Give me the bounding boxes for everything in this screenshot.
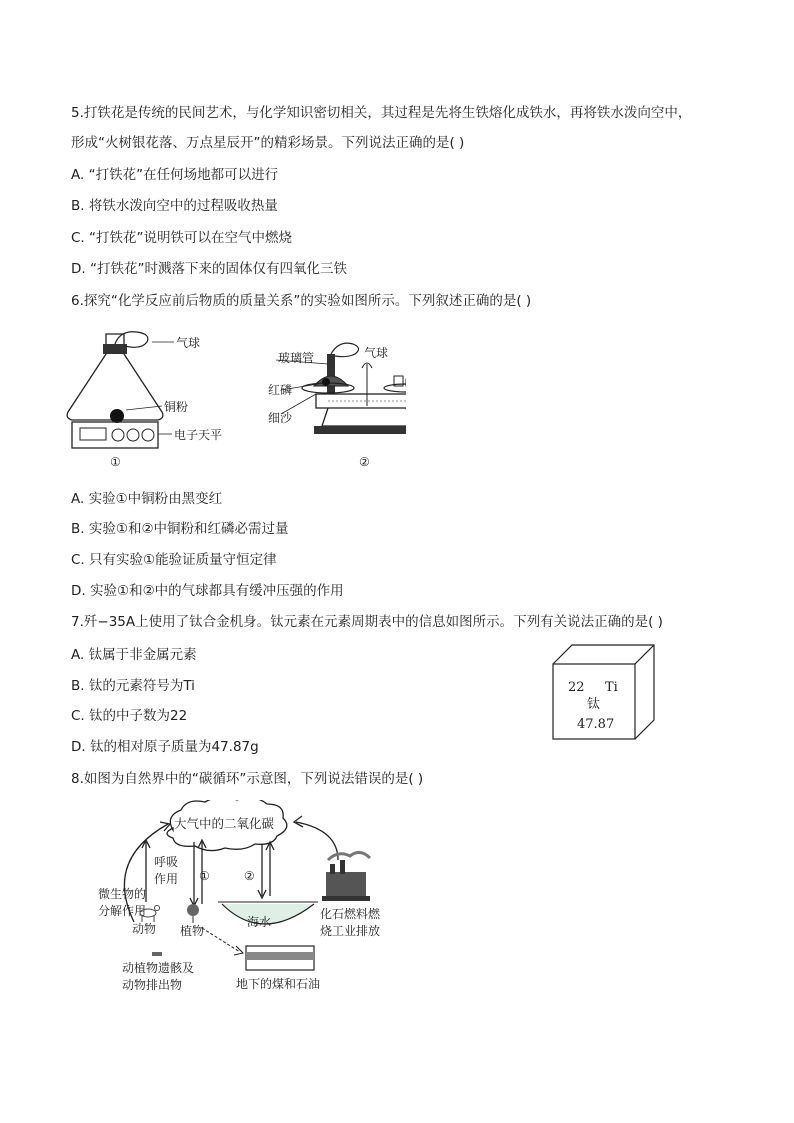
- microbe-label-2: 分解作用: [98, 904, 147, 918]
- label-balance: 电子天平: [174, 428, 223, 442]
- q5-option-c: C. “打铁花”说明铁可以在空气中燃烧: [71, 230, 292, 246]
- q8-stem: 8.如图为自然界中的“碳循环”示意图，下列说法错误的是( ): [71, 771, 424, 787]
- element-number: 22: [568, 680, 585, 695]
- q6-figure: [66, 324, 406, 474]
- label-balloon-1: 气球: [176, 336, 201, 350]
- plant-icon: [187, 904, 199, 923]
- label-fig1: ①: [110, 455, 121, 469]
- carbon-cycle-diagram: [98, 800, 398, 1000]
- element-symbol: Ti: [605, 680, 618, 695]
- flask-apparatus: [67, 332, 222, 469]
- fossil-label-1: 化石燃料燃: [320, 907, 381, 921]
- q5-stem-line2: 形成“火树银花落、万点星辰开”的精彩场景。下列说法正确的是( ): [71, 135, 465, 151]
- q6-option-b: B. 实验①和②中铜粉和红磷必需过量: [71, 521, 289, 537]
- remains-label-1: 动植物遗骸及: [122, 961, 195, 975]
- q7-option-d: D. 钛的相对原子质量为47.87g: [71, 739, 259, 755]
- label-fig2: ②: [359, 455, 370, 469]
- q5-option-d: D. “打铁花”时溅落下来的固体仅有四氧化三铁: [71, 261, 347, 277]
- respiration-label-1: 呼吸: [154, 855, 179, 869]
- label-balloon-2: 气球: [364, 346, 389, 360]
- label-red-phosphorus: 红磷: [268, 383, 293, 397]
- arrow-1-label: ①: [199, 869, 210, 883]
- q7-option-a: A. 钛属于非金属元素: [71, 647, 197, 663]
- q7-option-c: C. 钛的中子数为22: [71, 708, 188, 724]
- q6-option-d: D. 实验①和②中的气球都具有缓冲压强的作用: [71, 583, 344, 599]
- sea-label: 海水: [247, 915, 272, 929]
- animal-label: 动物: [132, 922, 157, 936]
- respiration-label-2: 作用: [154, 872, 179, 886]
- q5-option-b: B. 将铁水泼向空中的过程吸收热量: [71, 198, 278, 214]
- q6-option-c: C. 只有实验①能验证质量守恒定律: [71, 552, 277, 568]
- element-mass: 47.87: [577, 717, 615, 732]
- q6-option-a: A. 实验①中铜粉由黑变红: [71, 491, 223, 507]
- label-fine-sand: 细沙: [268, 411, 293, 425]
- cloud-label: 大气中的二氧化碳: [174, 816, 275, 831]
- copper-powder: [110, 409, 124, 423]
- element-tile: [552, 644, 656, 740]
- arrow-2-label: ②: [244, 869, 255, 883]
- coal-label: 地下的煤和石油: [236, 977, 321, 991]
- q6-stem: 6.探究“化学反应前后物质的质量关系”的实验如图所示。下列叙述正确的是( ): [71, 293, 532, 309]
- q7-option-b: B. 钛的元素符号为Ti: [71, 678, 195, 694]
- label-glass-tube: 玻璃管: [278, 351, 315, 365]
- factory-icon: [322, 852, 370, 901]
- electronic-balance: [72, 422, 158, 448]
- microbe-label-1: 微生物的: [98, 887, 147, 901]
- fossil-label-2: 烧工业排放: [320, 924, 381, 938]
- q7-stem: 7.歼−35A上使用了钛合金机身。钛元素在元素周期表中的信息如图所示。下列有关说法正确的是( ): [71, 614, 663, 630]
- phosphorus-apparatus: [268, 343, 406, 469]
- plant-label: 植物: [180, 924, 205, 938]
- element-name: 钛: [587, 697, 601, 712]
- label-copper: 铜粉: [164, 400, 189, 414]
- q5-stem-line1: 5.打铁花是传统的民间艺术，与化学知识密切相关，其过程是先将生铁熔化成铁水，再将铁水泼向空中，: [71, 105, 692, 121]
- remains-label-2: 动物排出物: [122, 978, 183, 992]
- q5-option-a: A. “打铁花”在任何场地都可以进行: [71, 167, 279, 183]
